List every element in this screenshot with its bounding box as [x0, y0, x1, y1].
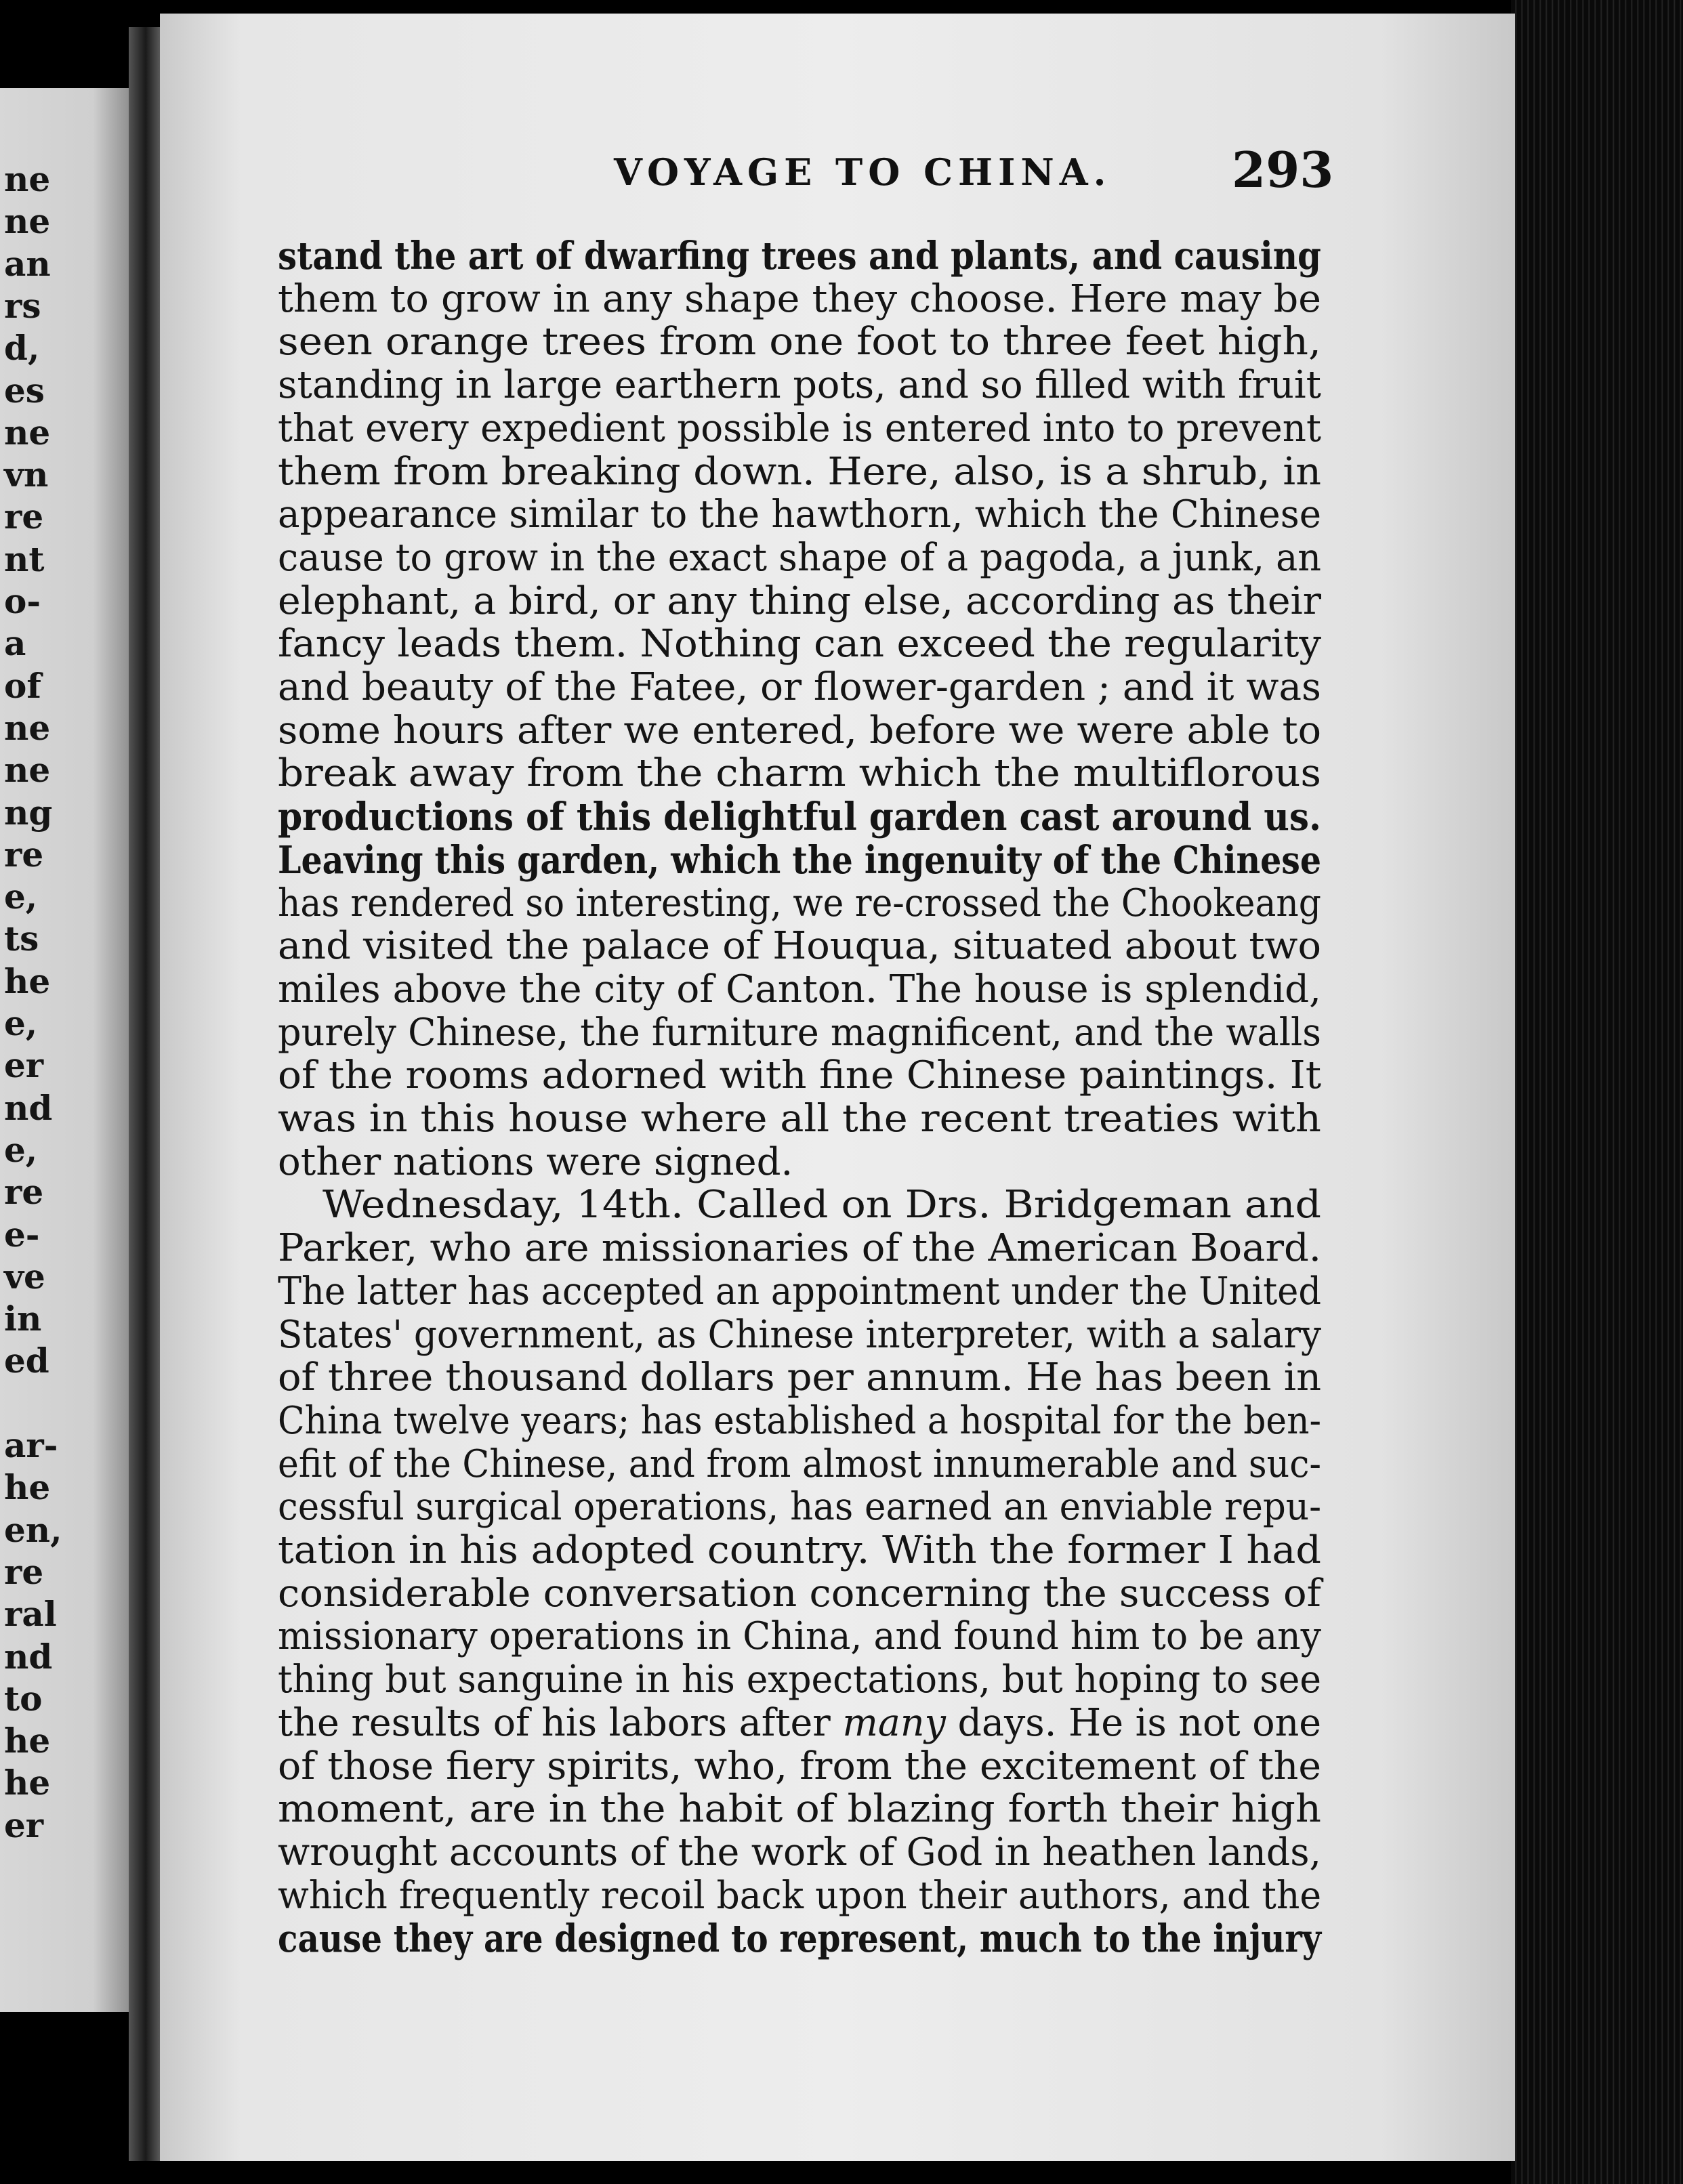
- text-line: missionary operations in China, and found him to be any: [278, 1614, 1321, 1659]
- previous-page-line-fragment: re: [4, 1172, 44, 1213]
- text-line: break away from the charm which the multiflorous: [278, 751, 1322, 796]
- previous-page-line-fragment: ral: [4, 1594, 57, 1635]
- text-line: other nations were signed.: [278, 1139, 793, 1184]
- previous-page-line-fragment: vn: [4, 455, 49, 495]
- text-line: Leaving this garden, which the ingenuity of the Chinese: [278, 837, 1322, 883]
- previous-page-line-fragment: rs: [4, 285, 41, 326]
- previous-page-line-fragment: ne: [4, 412, 51, 453]
- text-line: Parker, who are missionaries of the American Board.: [278, 1226, 1322, 1271]
- text-line: purely Chinese, the furniture magnificent, and the walls: [278, 1010, 1322, 1055]
- previous-page-line-fragment: d,: [4, 328, 40, 369]
- text-line: China twelve years; has established a hospital for the ben-: [278, 1398, 1322, 1443]
- text-line: appearance similar to the hawthorn, which the Chinese: [278, 492, 1322, 537]
- previous-page-line-fragment: ng: [4, 792, 53, 833]
- text-line: of three thousand dollars per annum. He has been in: [278, 1356, 1322, 1400]
- previous-page-line-fragment: er: [4, 1045, 44, 1086]
- text-line: of the rooms adorned with fine Chinese paintings. It: [278, 1053, 1322, 1098]
- previous-page-line-fragment: e,: [4, 1003, 38, 1043]
- text-line: elephant, a bird, or any thing else, according as their: [278, 579, 1321, 623]
- text-run: the results of his labors after: [278, 1700, 843, 1745]
- previous-page-line-fragment: nd: [4, 1087, 53, 1128]
- text-line: States' government, as Chinese interpreter, with a salary: [278, 1312, 1322, 1357]
- previous-page-line-fragment: ne: [4, 707, 51, 748]
- text-line: which frequently recoil back upon their authors, and the: [278, 1873, 1321, 1918]
- previous-page-line-fragment: he: [4, 961, 51, 1001]
- previous-page-line-fragment: e,: [4, 877, 38, 917]
- previous-page-line-fragment: ve: [4, 1256, 45, 1297]
- text-line: tation in his adopted country. With the former I had: [278, 1528, 1321, 1572]
- text-line: moment, are in the habit of blazing forth their high: [278, 1787, 1321, 1832]
- text-line: [278, 1700, 1322, 1745]
- emphasized-word: many: [842, 1700, 946, 1745]
- previous-page-edge: [0, 88, 133, 2012]
- previous-page-line-fragment: to: [4, 1678, 43, 1719]
- text-line: standing in large earthern pots, and so filled with fruit: [278, 363, 1321, 408]
- previous-page-line-fragment: en,: [4, 1509, 62, 1550]
- text-line: and beauty of the Fatee, or flower-garden ; and it was: [278, 665, 1321, 709]
- text-line: considerable conversation concerning the success of: [278, 1571, 1321, 1616]
- text-line: cessful surgical operations, has earned an enviable repu-: [278, 1485, 1322, 1530]
- previous-page-line-fragment: er: [4, 1805, 44, 1845]
- previous-page-line-fragment: he: [4, 1467, 51, 1508]
- text-line: some hours after we entered, before we were able to: [278, 708, 1321, 753]
- previous-page-line-fragment: nt: [4, 539, 45, 579]
- previous-page-line-fragment: re: [4, 834, 44, 875]
- previous-page-line-fragment: re: [4, 1551, 44, 1592]
- previous-page-line-fragment: ne: [4, 201, 51, 242]
- previous-page-line-fragment: he: [4, 1721, 51, 1761]
- previous-page-line-fragment: ar-: [4, 1425, 58, 1465]
- text-line: them to grow in any shape they choose. Here may be: [278, 276, 1321, 321]
- previous-page-line-fragment: re: [4, 497, 44, 537]
- previous-page-line-fragment: e-: [4, 1214, 40, 1255]
- previous-page-line-fragment: of: [4, 665, 41, 706]
- text-line: thing but sanguine in his expectations, but hoping to see: [278, 1658, 1321, 1702]
- text-line: that every expedient possible is entered into to prevent: [278, 406, 1321, 450]
- text-line: wrought accounts of the work of God in heathen lands,: [278, 1830, 1322, 1874]
- previous-page-line-fragment: e,: [4, 1129, 38, 1170]
- previous-page-line-fragment: in: [4, 1299, 42, 1339]
- text-line: productions of this delightful garden cast around us.: [278, 795, 1322, 840]
- text-line: of those fiery spirits, who, from the excitement of the: [278, 1744, 1322, 1788]
- previous-page-line-fragment: nd: [4, 1636, 53, 1677]
- text-line: seen orange trees from one foot to three feet high,: [278, 320, 1322, 364]
- book-gutter: [129, 27, 163, 2161]
- text-run: days. He is not one: [945, 1700, 1322, 1745]
- previous-page-line-fragment: ed: [4, 1341, 49, 1381]
- previous-page-line-fragment: an: [4, 243, 51, 284]
- previous-page-line-fragment: es: [4, 370, 45, 411]
- previous-page-line-fragment: o-: [4, 581, 41, 621]
- previous-page-line-fragment: he: [4, 1763, 51, 1803]
- running-head: VOYAGE TO CHINA.: [614, 150, 1112, 194]
- text-line: them from breaking down. Here, also, is a shrub, in: [278, 449, 1321, 494]
- previous-page-line-fragment: ne: [4, 750, 51, 791]
- text-line: cause to grow in the exact shape of a pagoda, a junk, an: [278, 535, 1322, 580]
- text-line: was in this house where all the recent treaties with: [278, 1097, 1321, 1141]
- previous-page-line-fragment: ne: [4, 159, 51, 199]
- text-line: stand the art of dwarfing trees and plants, and causing: [278, 234, 1321, 278]
- page-edge-stack: [1511, 0, 1683, 2184]
- previous-page-line-fragment: a: [4, 623, 26, 664]
- previous-page-line-fragment: ts: [4, 919, 39, 959]
- text-line: Wednesday, 14th. Called on Drs. Bridgeman and: [323, 1183, 1321, 1227]
- page-number: 293: [1232, 141, 1334, 198]
- text-line: cause they are designed to represent, much to the injury: [278, 1916, 1322, 1962]
- text-line: has rendered so interesting, we re-crossed the Chookeang: [278, 881, 1321, 925]
- text-line: and visited the palace of Houqua, situated about two: [278, 924, 1322, 969]
- text-line: miles above the city of Canton. The house is splendid,: [278, 967, 1322, 1011]
- text-line: The latter has accepted an appointment under the United: [278, 1269, 1321, 1314]
- text-line: efit of the Chinese, and from almost innumerable and suc-: [278, 1442, 1322, 1486]
- text-line: fancy leads them. Nothing can exceed the regularity: [278, 622, 1321, 667]
